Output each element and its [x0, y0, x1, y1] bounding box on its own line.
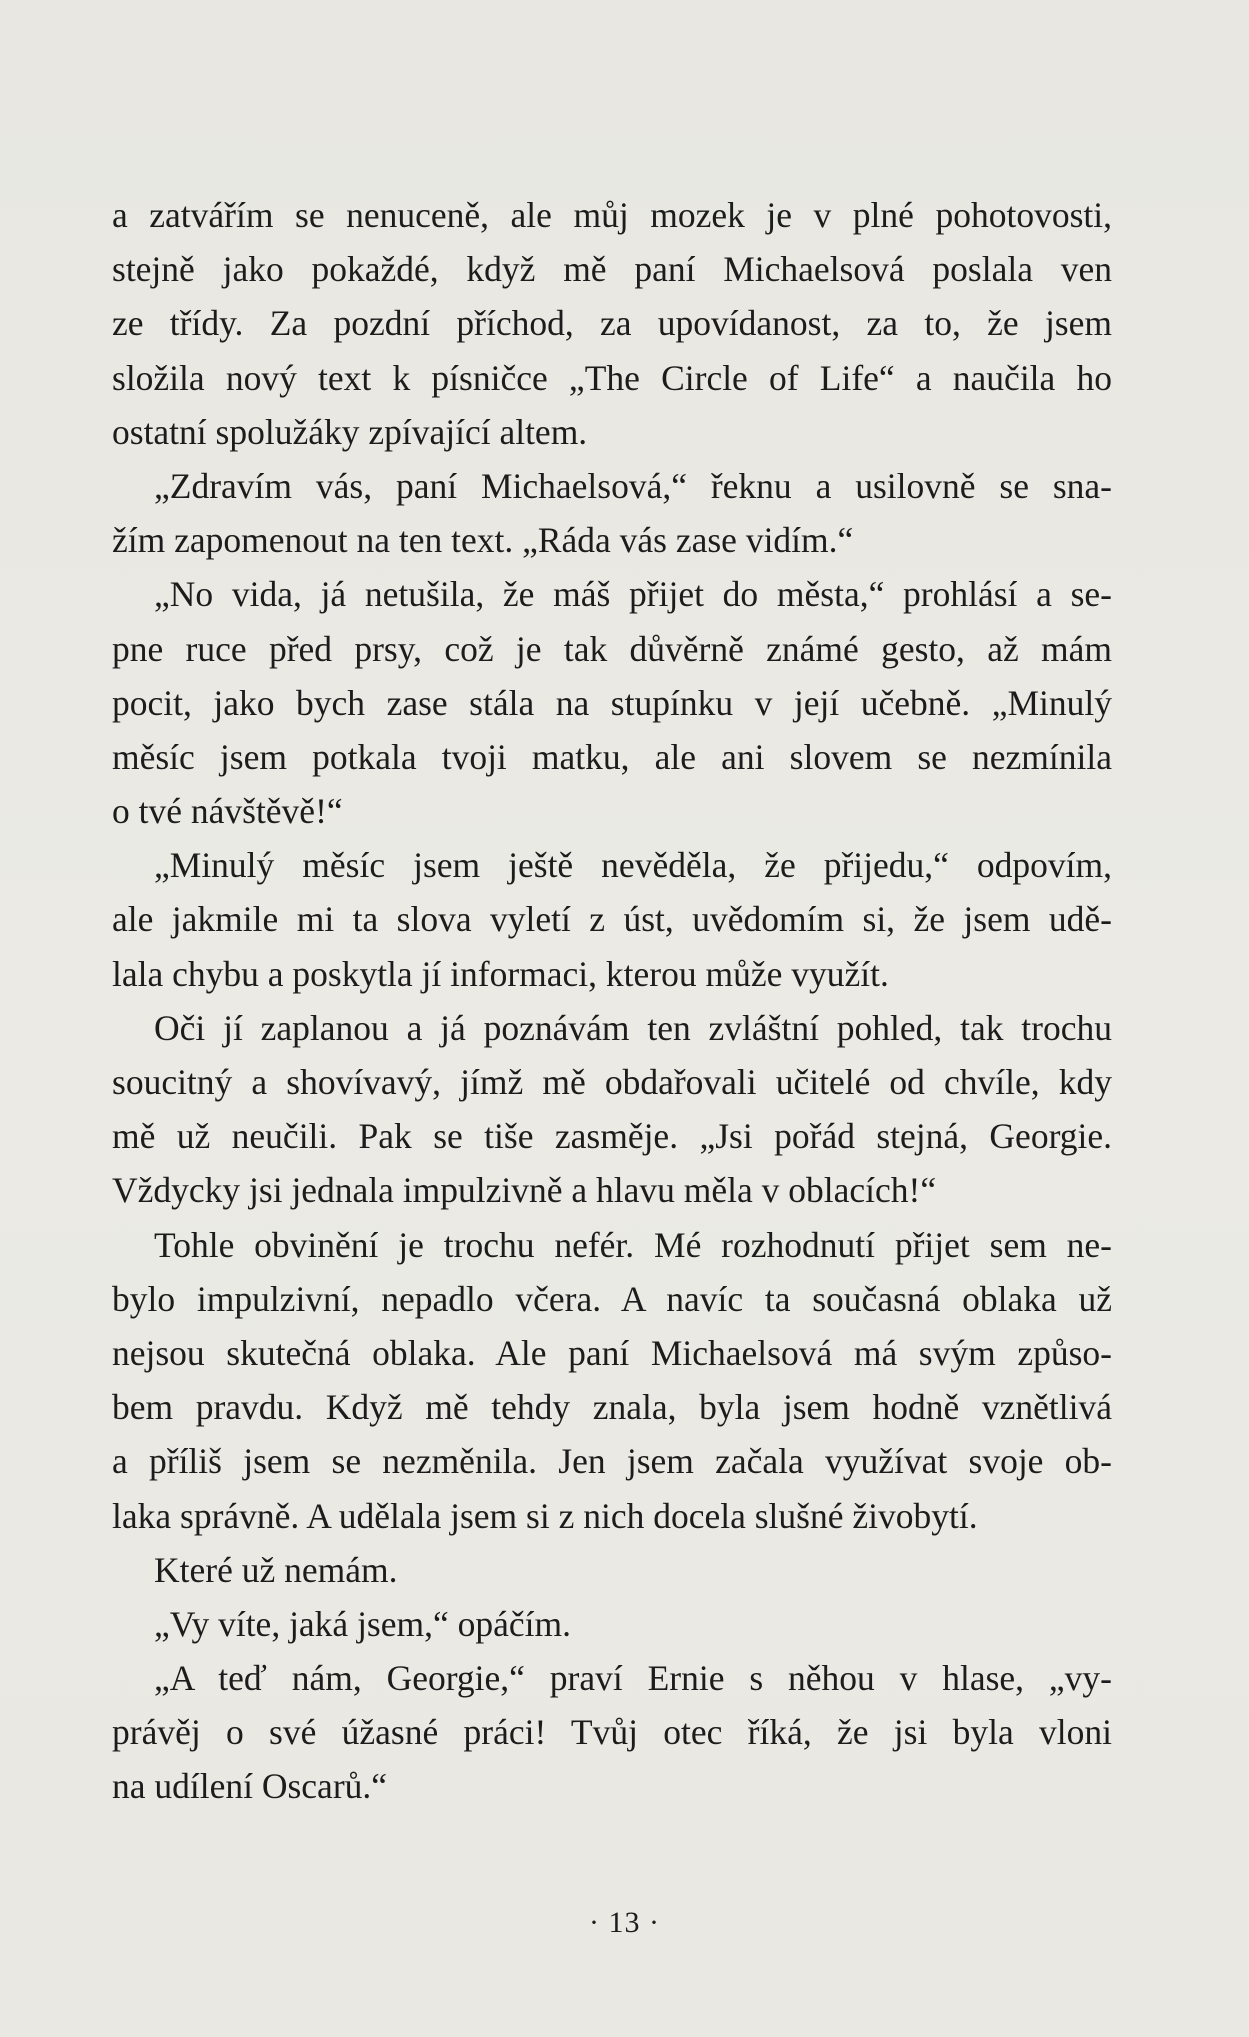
text-line: ale jakmile mi ta slova vyletí z úst, uvědomím si, že jsem udě- — [112, 899, 1112, 940]
body-text — [112, 188, 1112, 1814]
text-line: mě už neučili. Pak se tiše zasměje. „Jsi pořád stejná, Georgie. — [112, 1116, 1112, 1157]
text-line: o tvé návštěvě!“ — [112, 791, 343, 832]
text-line: „Vy víte, jaká jsem,“ opáčím. — [154, 1603, 571, 1644]
text-line: stejně jako pokaždé, když mě paní Michaelsová poslala ven — [112, 249, 1112, 290]
text-line: „No vida, já netušila, že máš přijet do města,“ prohlásí a se- — [154, 574, 1112, 615]
text-line: „A teď nám, Georgie,“ praví Ernie s něhou v hlase, „vy- — [154, 1658, 1112, 1699]
text-line: na udílení Oscarů.“ — [112, 1766, 388, 1807]
text-line: pne ruce před prsy, což je tak důvěrně známé gesto, až mám — [112, 628, 1112, 669]
text-line: ostatní spolužáky zpívající altem. — [112, 411, 588, 452]
text-line: „Minulý měsíc jsem ještě nevěděla, že přijedu,“ odpovím, — [154, 845, 1112, 886]
page-number: · 13 · — [589, 1906, 660, 1939]
text-line: složila nový text k písničce „The Circle of Life“ a naučila ho — [112, 357, 1112, 398]
text-line: bylo impulzivní, nepadlo včera. A navíc ta současná oblaka už — [112, 1278, 1112, 1319]
text-line: lala chybu a poskytla jí informaci, kterou může využít. — [112, 953, 889, 994]
text-line: právěj o své úžasné práci! Tvůj otec říká, že jsi byla vloni — [112, 1712, 1112, 1753]
text-line: Tohle obvinění je trochu nefér. Mé rozhodnutí přijet sem ne- — [154, 1224, 1112, 1265]
text-line: bem pravdu. Když mě tehdy znala, byla jsem hodně vznětlivá — [112, 1387, 1112, 1428]
text-line: soucitný a shovívavý, jímž mě obdařovali učitelé od chvíle, kdy — [112, 1062, 1112, 1102]
text-line: nejsou skutečná oblaka. Ale paní Michaelsová má svým způso- — [112, 1332, 1112, 1373]
text-line: pocit, jako bych zase stála na stupínku v její učebně. „Minulý — [112, 682, 1112, 723]
text-line: laka správně. A udělala jsem si z nich docela slušné živobytí. — [112, 1495, 978, 1536]
text-line: „Zdravím vás, paní Michaelsová,“ řeknu a usilovně se sna- — [154, 465, 1112, 506]
text-line: žím zapomenout na ten text. „Ráda vás zase vidím.“ — [112, 520, 854, 561]
text-line: ze třídy. Za pozdní příchod, za upovídanost, za to, že jsem — [112, 303, 1112, 344]
text-line: a příliš jsem se nezměnila. Jen jsem začala využívat svoje ob- — [112, 1441, 1112, 1482]
text-line: Oči jí zaplanou a já poznávám ten zvláštní pohled, tak trochu — [154, 1007, 1112, 1048]
text-line: a zatvářím se nenuceně, ale můj mozek je v plné pohotovosti, — [112, 195, 1112, 235]
text-line: Vždycky jsi jednala impulzivně a hlavu měla v oblacích!“ — [112, 1170, 937, 1211]
text-line: měsíc jsem potkala tvoji matku, ale ani slovem se nezmínila — [112, 736, 1112, 777]
text-line: Které už nemám. — [154, 1549, 398, 1590]
